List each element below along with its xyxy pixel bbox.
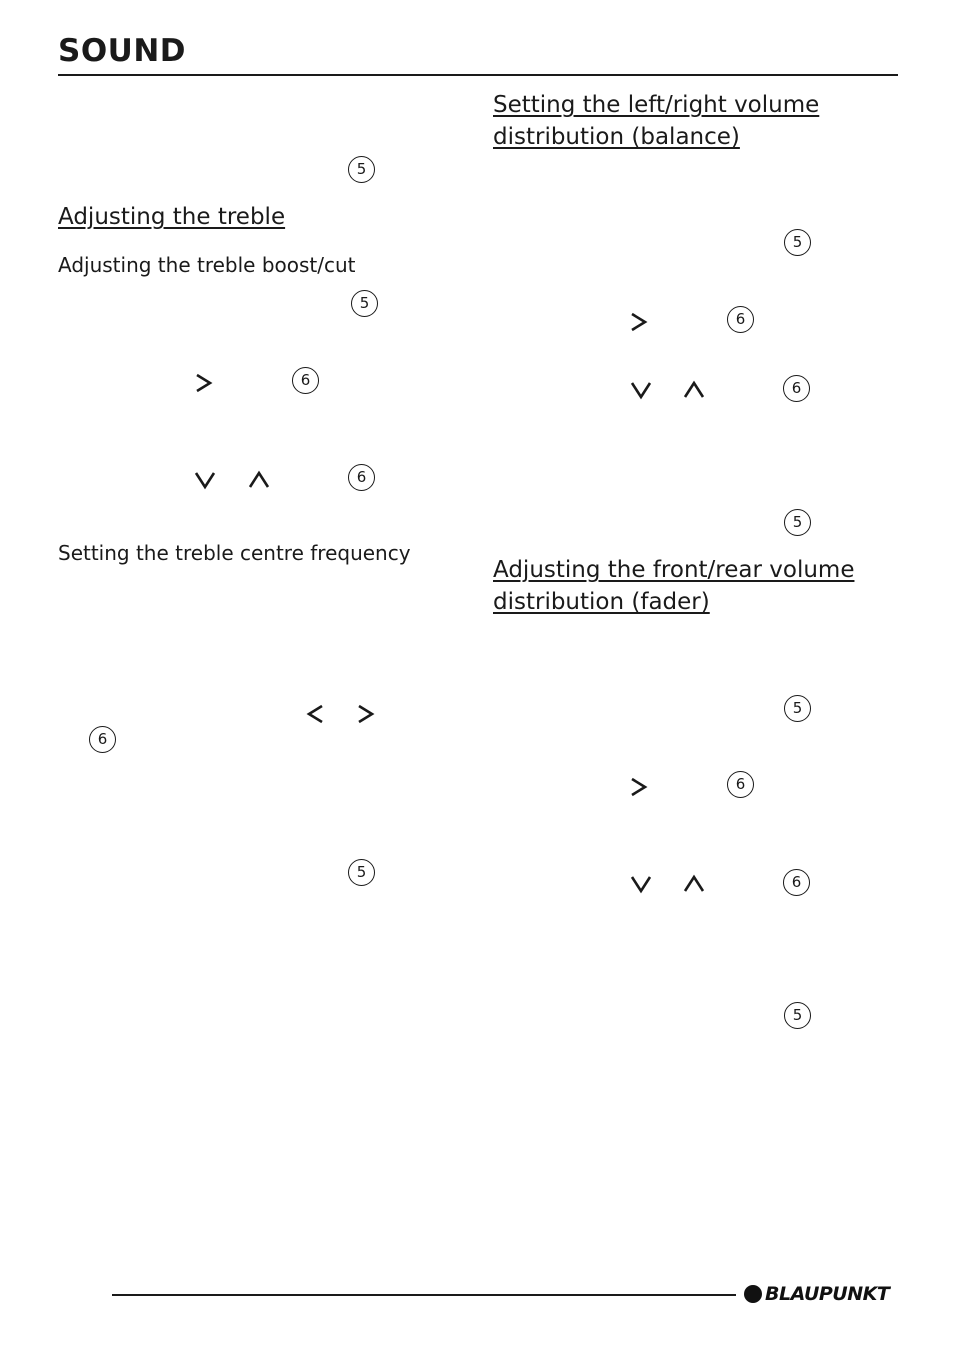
ref-5-badge: 5 xyxy=(348,156,375,183)
footer-divider xyxy=(112,1294,736,1296)
ref-6-badge: 6 xyxy=(727,306,754,333)
ref-6-badge: 6 xyxy=(292,367,319,394)
chevron-down-icon xyxy=(630,873,652,895)
section-heading-balance: Setting the left/right volume distribution (balance) xyxy=(493,92,820,150)
logo-dot-icon xyxy=(744,1285,762,1303)
chevron-right-icon xyxy=(193,372,215,394)
ref-5-badge: 5 xyxy=(784,695,811,722)
section-heading-treble: Adjusting the treble xyxy=(58,204,286,230)
subheading-boost-cut: Adjusting the treble boost/cut xyxy=(58,253,356,277)
chevron-down-icon xyxy=(194,469,216,491)
ref-5-badge: 5 xyxy=(784,509,811,536)
header-divider xyxy=(58,74,898,76)
chevron-right-icon xyxy=(628,776,650,798)
ref-6-badge: 6 xyxy=(348,464,375,491)
section-heading-fader: Adjusting the front/rear volume distribution (fader) xyxy=(493,557,855,615)
ref-6-badge: 6 xyxy=(783,375,810,402)
brand-name: BLAUPUNKT xyxy=(765,1283,890,1305)
ref-5-badge: 5 xyxy=(784,1002,811,1029)
ref-5-badge: 5 xyxy=(348,859,375,886)
ref-6-badge: 6 xyxy=(727,771,754,798)
ref-5-badge: 5 xyxy=(784,229,811,256)
chevron-down-icon xyxy=(630,379,652,401)
chevron-left-icon xyxy=(304,703,326,725)
ref-5-badge: 5 xyxy=(351,290,378,317)
chevron-up-icon xyxy=(683,379,705,401)
ref-6-badge: 6 xyxy=(89,726,116,753)
ref-6-badge: 6 xyxy=(783,869,810,896)
chevron-right-icon xyxy=(628,311,650,333)
chevron-up-icon xyxy=(683,873,705,895)
chevron-right-icon xyxy=(355,703,377,725)
subheading-centre-frequency: Setting the treble centre frequency xyxy=(58,541,411,565)
page-title: SOUND xyxy=(58,33,187,69)
chevron-up-icon xyxy=(248,469,270,491)
brand-logo xyxy=(744,1282,889,1306)
